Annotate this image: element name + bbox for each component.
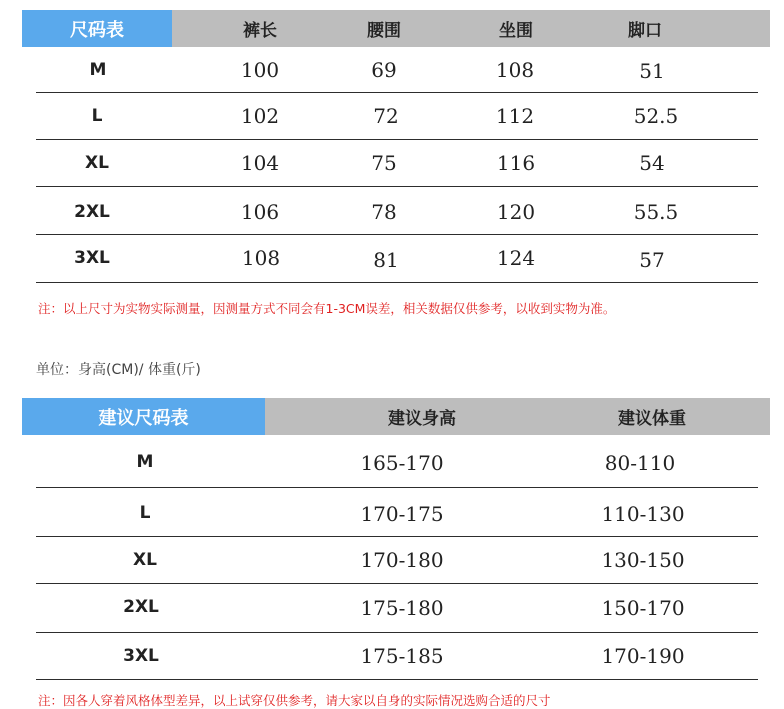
recommend-chart-col-header: 建议身高 [388, 409, 456, 429]
size-label: M [89, 60, 107, 80]
size-label: 3XL [123, 646, 159, 666]
table-cell: 150-170 [601, 596, 685, 620]
table-cell: 175-185 [360, 644, 444, 668]
row-divider [36, 234, 758, 235]
row-divider [36, 679, 758, 680]
size-label: 3XL [74, 248, 110, 268]
size-chart-col-header: 坐围 [499, 21, 533, 41]
table-cell: 102 [240, 104, 280, 128]
table-cell: 57 [639, 248, 665, 272]
unit-label: 单位：身高(CM)/ 体重(斤) [36, 362, 201, 378]
row-divider [36, 583, 758, 584]
size-label: L [91, 106, 103, 126]
table-cell: 75 [371, 151, 397, 175]
size-chart-col-header: 裤长 [243, 21, 277, 41]
table-cell: 170-180 [360, 548, 444, 572]
table-cell: 54 [639, 151, 665, 175]
row-divider [36, 487, 758, 488]
table-cell: 106 [240, 200, 280, 224]
table-cell: 78 [371, 200, 397, 224]
table-cell: 55.5 [633, 200, 679, 224]
table-cell: 165-170 [360, 451, 444, 475]
row-divider [36, 186, 758, 187]
row-divider [36, 632, 758, 633]
size-chart [0, 0, 784, 290]
table-cell: 104 [240, 151, 280, 175]
size-chart-col-header: 脚口 [628, 21, 662, 41]
table-cell: 51 [639, 59, 665, 83]
table-cell: 170-190 [601, 644, 685, 668]
row-divider [36, 282, 758, 283]
table-cell: 124 [496, 246, 536, 270]
size-chart-note: 注：以上尺寸为实物实际测量，因测量方式不同会有1-3CM误差，相关数据仅供参考，以收到实物为准。 [38, 301, 616, 316]
table-cell: 108 [241, 246, 281, 270]
size-label: 2XL [74, 202, 110, 222]
row-divider [36, 536, 758, 537]
recommend-chart-col-header: 建议体重 [618, 409, 686, 429]
table-cell: 69 [371, 58, 397, 82]
recommend-chart-header [22, 398, 770, 435]
size-label: M [136, 452, 154, 472]
table-cell: 80-110 [604, 451, 676, 475]
table-cell: 100 [240, 58, 280, 82]
table-cell: 130-150 [601, 548, 685, 572]
size-label: XL [85, 153, 109, 173]
row-divider [36, 92, 758, 93]
table-cell: 52.5 [633, 104, 679, 128]
size-label: 2XL [123, 597, 159, 617]
size-chart-title: 尺码表 [22, 10, 172, 47]
table-cell: 108 [495, 58, 535, 82]
recommend-chart-title: 建议尺码表 [22, 398, 265, 435]
table-cell: 170-175 [360, 502, 444, 526]
recommend-chart-note: 注：因各人穿着风格体型差异，以上试穿仅供参考，请大家以自身的实际情况选购合适的尺寸 [38, 693, 551, 708]
table-cell: 116 [496, 151, 536, 175]
size-chart-col-header: 腰围 [367, 21, 401, 41]
table-cell: 110-130 [601, 502, 685, 526]
table-cell: 81 [373, 248, 399, 272]
table-cell: 72 [373, 104, 399, 128]
size-label: L [139, 503, 151, 523]
table-cell: 120 [496, 200, 536, 224]
row-divider [36, 139, 758, 140]
size-label: XL [133, 550, 157, 570]
table-cell: 175-180 [360, 596, 444, 620]
table-cell: 112 [495, 104, 535, 128]
size-chart-header [22, 10, 770, 47]
